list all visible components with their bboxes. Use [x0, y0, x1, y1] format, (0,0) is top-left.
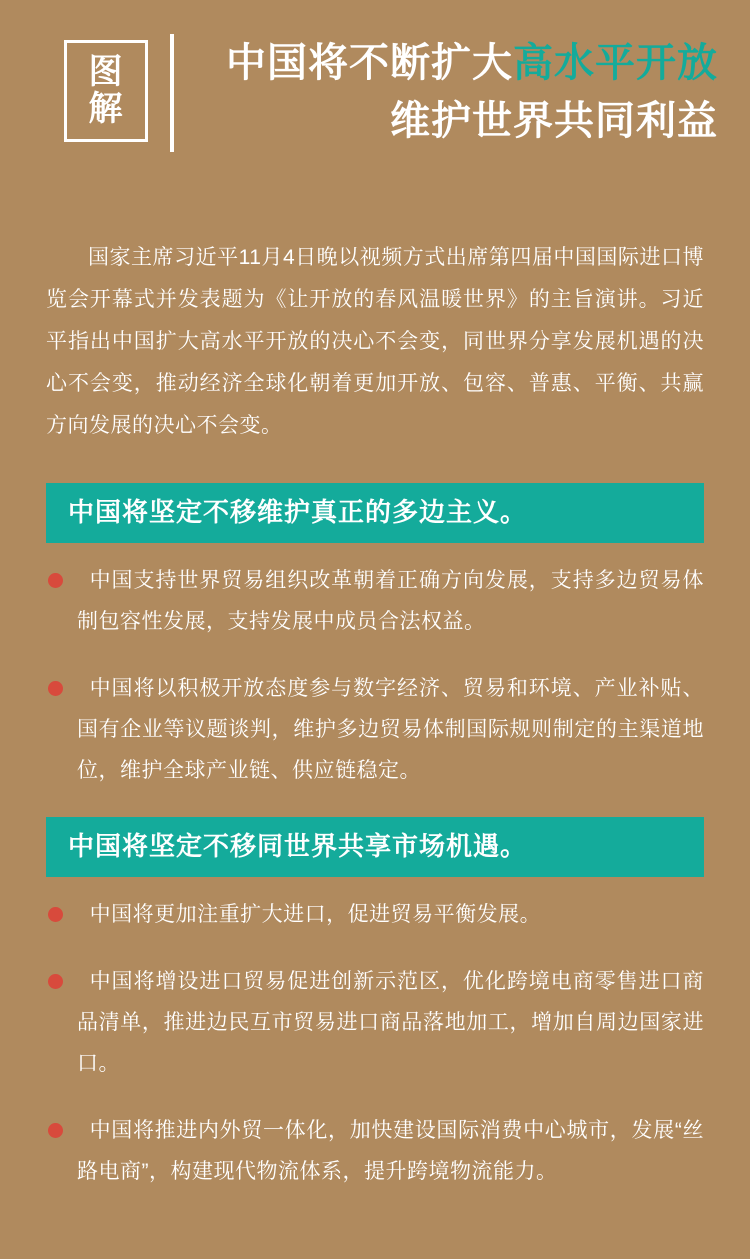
bullet-dot-icon — [48, 974, 63, 989]
bullet-text: 中国将推进内外贸一体化，加快建设国际消费中心城市，发展“丝路电商”，构建现代物流体系，提升跨境物流能力。 — [77, 1119, 704, 1183]
tag-char-1: 图 — [88, 53, 124, 92]
section-heading-1: 中国将坚定不移维护真正的多边主义。 — [46, 483, 704, 543]
page-title — [194, 34, 724, 150]
list-item — [46, 895, 704, 936]
bullet-dot-icon — [48, 907, 63, 922]
bullet-text: 中国将增设进口贸易促进创新示范区，优化跨境电商零售进口商品清单，推进边民互市贸易进口商品落地加工，增加自周边国家进口。 — [77, 970, 704, 1076]
bullet-text: 中国支持世界贸易组织改革朝着正确方向发展，支持多边贸易体制包容性发展，支持发展中成员合法权益。 — [77, 568, 704, 633]
tag-badge — [64, 40, 148, 142]
bullet-text: 中国将更加注重扩大进口，促进贸易平衡发展。 — [89, 903, 542, 927]
bullet-text: 中国将以积极开放态度参与数字经济、贸易和环境、产业补贴、国有企业等议题谈判，维护多边贸易体制国际规则制定的主渠道地位，维护全球产业链、供应链稳定。 — [77, 676, 704, 782]
tag-char-2: 解 — [88, 90, 124, 128]
bullet-dot-icon — [48, 681, 63, 696]
content — [0, 201, 750, 1259]
bullet-dot-icon — [48, 573, 63, 588]
bullet-dot-icon — [48, 1123, 63, 1138]
header — [0, 0, 750, 180]
title-line-1-highlight: 高水平开放 — [513, 41, 718, 85]
title-line-2: 维护世界共同利益 — [390, 99, 718, 143]
intro-paragraph: 国家主席习近平11月4日晚以视频方式出席第四届中国国际进口博览会开幕式并发表题为《让开放的春风温暖世界》的主旨演讲。习近平指出中国扩大高水平开放的决心不会变，同世界分享发展机遇的决心不会变，推动经济全球化朝着更加开放、包容、普惠、平衡、共赢方向发展的决心不会变。 — [46, 246, 704, 437]
title-line-1-plain: 中国将不断扩大 — [226, 41, 513, 85]
header-divider — [170, 34, 174, 152]
title-line-1 — [194, 34, 718, 92]
list-item — [46, 669, 704, 792]
list-item — [46, 1111, 704, 1193]
section-heading-2: 中国将坚定不移同世界共享市场机遇。 — [46, 817, 704, 877]
list-item — [46, 561, 704, 643]
list-item — [46, 962, 704, 1085]
